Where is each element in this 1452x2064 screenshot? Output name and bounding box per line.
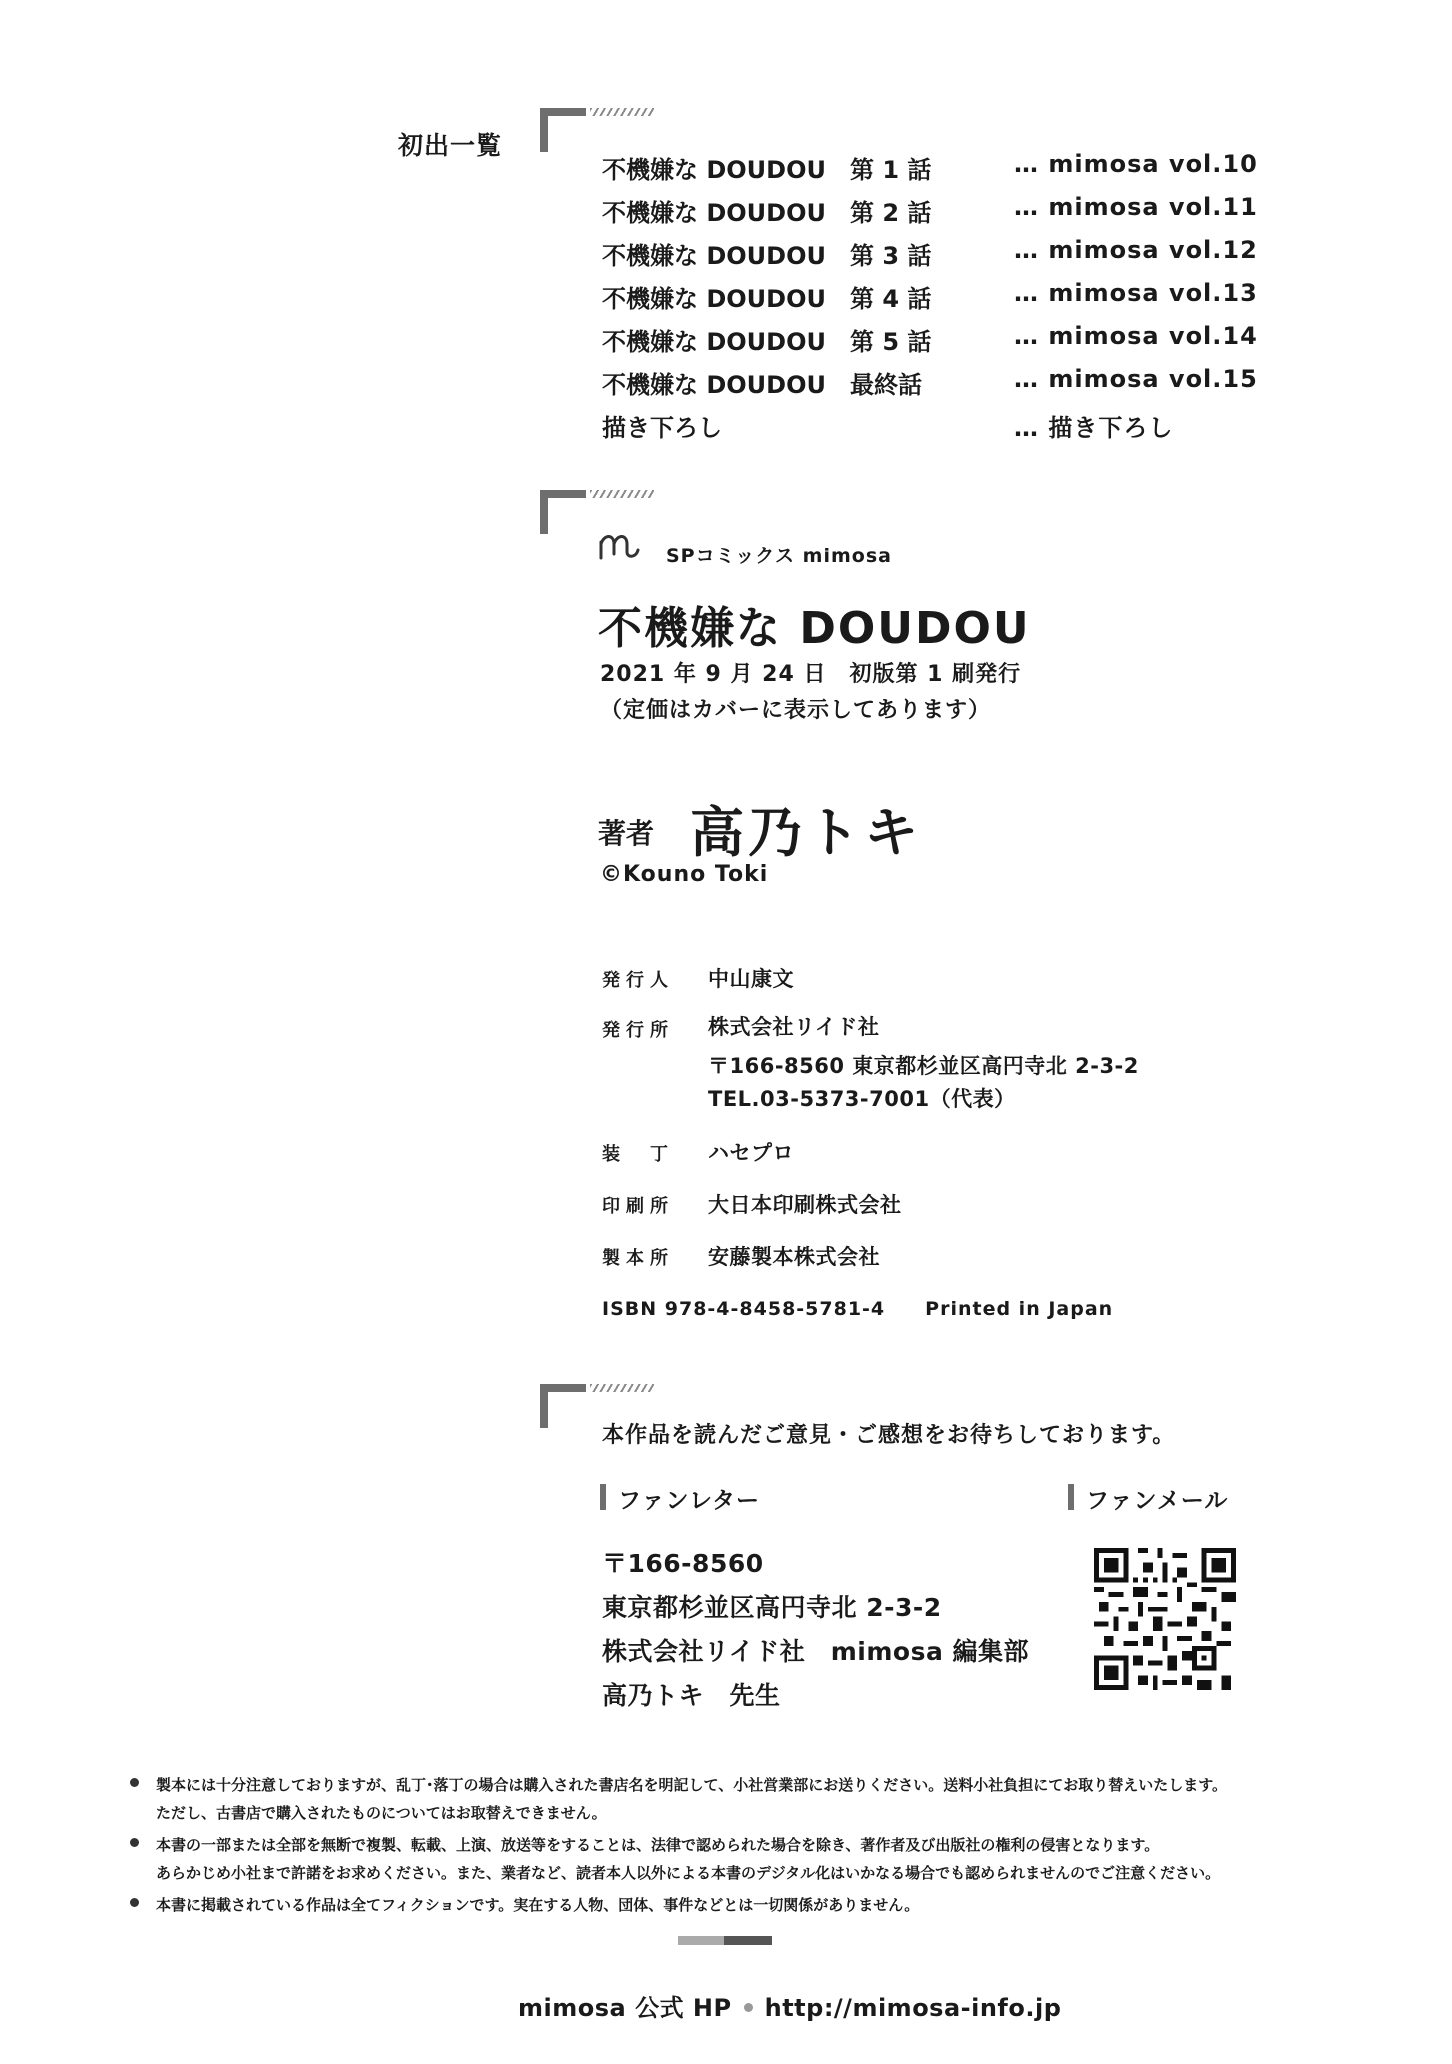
divider-bar	[678, 1936, 724, 1945]
episode-source: … mimosa vol.10	[1014, 150, 1258, 178]
bullet-icon	[130, 1898, 139, 1907]
binder-label: 製本所	[602, 1248, 674, 1269]
episode-title: 不機嫌な DOUDOU 最終話	[602, 371, 922, 399]
episode-title: 不機嫌な DOUDOU 第 4 話	[602, 285, 932, 313]
bullet-icon	[130, 1778, 139, 1787]
price-note: （定価はカバーに表示してあります）	[600, 698, 992, 723]
first-appearance-label: 初出一覧	[398, 131, 503, 160]
bullet-icon	[130, 1838, 139, 1847]
list-item	[602, 322, 1258, 362]
episode-source: … mimosa vol.12	[1014, 236, 1258, 264]
qr-code-icon[interactable]	[1094, 1548, 1236, 1690]
list-item	[602, 279, 1258, 319]
office-label: 発行所	[602, 1020, 674, 1041]
publisher-name: 中山康文	[708, 967, 794, 991]
episode-source: … mimosa vol.15	[1014, 365, 1258, 393]
binder-name: 安藤製本株式会社	[708, 1245, 880, 1269]
episode-title: 不機嫌な DOUDOU 第 3 話	[602, 242, 932, 270]
mimosa-m-logo-icon	[598, 532, 648, 560]
office-address: 〒166-8560 東京都杉並区高円寺北 2-3-2	[708, 1054, 1139, 1078]
fan-address-line: 高乃トキ 先生	[602, 1681, 781, 1710]
fan-address-line: 株式会社リイド社 mimosa 編集部	[602, 1637, 1030, 1666]
copyright: ©Kouno Toki	[600, 862, 769, 887]
episode-source: … mimosa vol.11	[1014, 193, 1258, 221]
design-label: 装 丁	[602, 1144, 674, 1165]
list-item	[602, 365, 1258, 405]
fan-address-line: 〒166-8560	[602, 1549, 764, 1578]
list-item	[602, 150, 1258, 190]
list-item	[602, 236, 1258, 276]
episode-source: … mimosa vol.13	[1014, 279, 1258, 307]
design-name: ハセプロ	[708, 1141, 794, 1165]
office-tel: TEL.03-5373-7001（代表）	[708, 1087, 1016, 1111]
fan-mail-heading: ファンメール	[1068, 1482, 1228, 1515]
list-item	[602, 408, 1222, 448]
episode-title: 不機嫌な DOUDOU 第 5 話	[602, 328, 932, 356]
divider-bar	[724, 1936, 772, 1945]
author-label: 著者	[598, 817, 655, 850]
fan-address-line: 東京都杉並区高円寺北 2-3-2	[602, 1593, 942, 1622]
episode-source: … mimosa vol.14	[1014, 322, 1258, 350]
label-name: SPコミックス mimosa	[666, 545, 892, 567]
episode-title: 不機嫌な DOUDOU 第 1 話	[602, 156, 932, 184]
list-item	[602, 193, 1258, 233]
office-name: 株式会社リイド社	[708, 1015, 880, 1039]
book-title: 不機嫌な DOUDOU	[598, 603, 1031, 654]
printer-name: 大日本印刷株式会社	[708, 1193, 902, 1217]
isbn: ISBN 978-4-8458-5781-4 Printed in Japan	[602, 1298, 1114, 1320]
site-url[interactable]: http://mimosa-info.jp	[764, 1994, 1062, 2022]
fan-intro: 本作品を読んだご意見・ご感想をお待ちしております。	[602, 1423, 1176, 1448]
episode-title: 描き下ろし	[602, 414, 722, 442]
publication-date: 2021 年 9 月 24 日 初版第 1 刷発行	[600, 662, 1022, 687]
episode-source: … 描き下ろし	[1014, 414, 1174, 442]
footer-site	[518, 1988, 1062, 2023]
site-label: mimosa 公式 HP	[518, 1994, 732, 2022]
printer-label: 印刷所	[602, 1196, 674, 1217]
episode-title: 不機嫌な DOUDOU 第 2 話	[602, 199, 932, 227]
fan-letter-heading: ファンレター	[600, 1482, 760, 1515]
publisher-label: 発行人	[602, 970, 674, 991]
author-name: 高乃トキ	[690, 801, 922, 864]
separator-dot-icon	[744, 2003, 753, 2012]
